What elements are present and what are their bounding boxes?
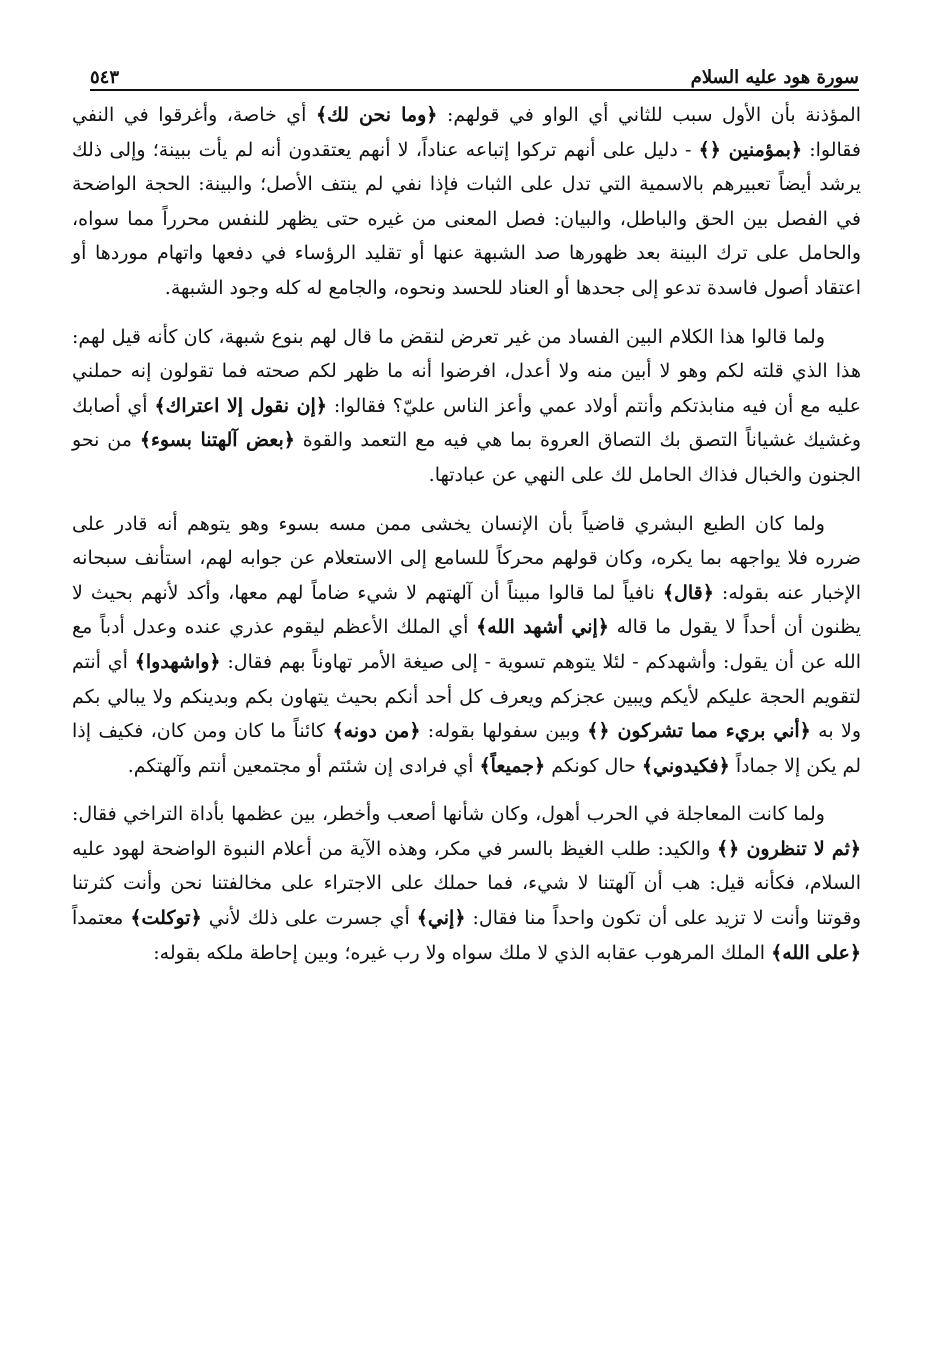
quran-quote: ﴿وما نحن لك﴾ bbox=[315, 104, 438, 126]
paragraph-3 bbox=[72, 507, 861, 784]
commentary-text: - دليل على أنهم تركوا إتباعه عناداً، لا أنهم يعتقدون أنه لم يأت ببينة؛ وإلى ذلك يرشد أيضاً تعبيرهم بالاسمية التي تدل على الثبات فإذا نفي لم ينتف الأصل؛ والبينة: الحجة الواضحة في الفصل بين الحق والباطل، والبيان: فصل المعنى من غيره حتى يظهر للنفس محرراً مما سواه، والحامل على ترك البينة بعد ظهورها صد الشبهة عنها أو تقليد الرؤساء في دفعها واتهام موردها أو اعتقاد أصول فاسدة تدعو إلى جحدها أو العناد للحسد ونحوه، والجامع له كله وجود الشبهة. bbox=[72, 138, 861, 299]
commentary-text: والكيد: طلب الغيظ بالسر في مكر، وهذه الآية من أعلام النبوة الواضحة لهود عليه السلام، فكأنه قيل: هب أن آلهتنا لا شيء، فما حملك على الاجتراء على مخالفتنا نحن وأنت كثرتنا وقوتنا وأنت لا تزيد على أن تكون واحداً منا فقال: bbox=[72, 837, 861, 930]
commentary-text: وبين سفولها بقوله: bbox=[420, 720, 588, 743]
quran-quote: ﴿أني بريء مما تشركون ﴿﴾ bbox=[587, 720, 811, 743]
quran-quote: ﴿قال﴾ bbox=[662, 581, 714, 604]
commentary-text: الملك المرهوب عقابه الذي لا ملك سواه ولا رب غيره؛ وبين إحاطة ملكه بقوله: bbox=[153, 941, 772, 964]
commentary-text: معتمداً bbox=[72, 907, 131, 930]
quran-quote: ﴿على الله﴾ bbox=[771, 941, 861, 964]
quran-quote: ﴿بمؤمنين ﴿﴾ bbox=[698, 138, 803, 161]
quran-quote: ﴿إني﴾ bbox=[416, 907, 466, 930]
commentary-text: ولما قالوا هذا الكلام البين الفساد من غير تعرض لنقض ما قال لهم بنوع شبهة، كان كأنه قيل لهم: هذا الذي قلته لكم وهو لا أبين منه ولا أعدل، افرضوا أنه ما ظهر لكم صحته فما تقولون إنه حملني عليه مع أن فيه منابذتكم وأنتم أولاد عمي وأعز الناس عليّ؟ فقالوا: bbox=[72, 325, 862, 417]
quran-quote: ﴿جميعاً﴾ bbox=[479, 754, 546, 777]
page-header bbox=[90, 58, 859, 88]
commentary-text: أي جسرت على ذلك لأني bbox=[201, 907, 417, 930]
quran-quote: ﴿بعض آلهتنا بسوء﴾ bbox=[139, 429, 295, 452]
quran-quote: ﴿من دونه﴾ bbox=[332, 720, 421, 743]
commentary-text: من نحو الجنون والخبال فذاك الحامل لك على النهي عن عبادتها. bbox=[72, 429, 861, 486]
page-number: ٥٤٣ bbox=[90, 67, 120, 88]
page-body bbox=[72, 98, 861, 984]
paragraph-2 bbox=[72, 320, 861, 493]
quran-quote: ﴿إني أشهد الله﴾ bbox=[476, 616, 609, 639]
paragraph-4 bbox=[72, 797, 861, 970]
quran-quote: ﴿إن نقول إلا اعتراك﴾ bbox=[154, 394, 327, 417]
running-head-chapter-title: سورة هود عليه السلام bbox=[690, 67, 859, 88]
commentary-text: أي الملك الأعظم ليقوم عذري عنده وعدل أدباً مع الله عن أن يقول: وأشهدكم - لئلا يتوهم تسوية - إلى صيغة الأمر تهاوناً بهم فقال: bbox=[72, 616, 861, 673]
commentary-text: أي فرادى إن شئتم أو مجتمعين أنتم وآلهتكم. bbox=[127, 754, 480, 777]
commentary-text: المؤذنة بأن الأول سبب للثاني أي الواو في قولهم: bbox=[437, 104, 861, 126]
quran-quote: ﴿واشهدوا﴾ bbox=[134, 650, 221, 673]
commentary-text: أي أنتم لتقويم الحجة عليكم لأيكم ويبين عجزكم ويعرف كل أحد أنكم بحيث يتهاون بكم وبدينكم ولا يبالي بكم ولا به bbox=[72, 650, 861, 743]
commentary-text: حال كونكم bbox=[545, 754, 642, 777]
commentary-text: أي أصابك وغشيك غشياناً التصق بك التصاق العروة بما هي فيه مع التعمد والقوة bbox=[72, 394, 861, 452]
commentary-text: ولما كان الطبع البشري قاضياً بأن الإنسان يخشى ممن مسه بسوء وهو يتوهم أنه قادر على ضرره فلا يواجهه بما يكره، وكان قولهم محركاً للسامع إلى الاستعلام عن جوابه لهم، استأنف سبحانه الإخبار عنه بقوله: bbox=[72, 512, 861, 604]
paragraph-1 bbox=[72, 98, 861, 306]
commentary-text: أي خاصة، وأغرقوا في النفي فقالوا: bbox=[72, 104, 861, 161]
header-rule bbox=[90, 89, 859, 91]
quran-quote: ﴿ثم لا تنظرون ﴿﴾ bbox=[716, 837, 862, 860]
commentary-text: كائناً ما كان ومن كان، فكيف إذا لم يكن إلا جماداً bbox=[72, 720, 861, 777]
commentary-text: نافياً لما قالوا مبيناً أن آلهتهم لا شيء ضاماً لهم معها، وأكد لأنهم بحيث لا يظنون أن أحداً لا يقول ما قاله bbox=[72, 581, 862, 639]
quran-quote: ﴿توكلت﴾ bbox=[130, 907, 202, 930]
commentary-text: ولما كانت المعاجلة في الحرب أهول، وكان شأنها أصعب وأخطر، بين عظمها بأداة التراخي فقال: bbox=[72, 803, 825, 826]
quran-quote: ﴿فكيدوني﴾ bbox=[641, 754, 730, 777]
